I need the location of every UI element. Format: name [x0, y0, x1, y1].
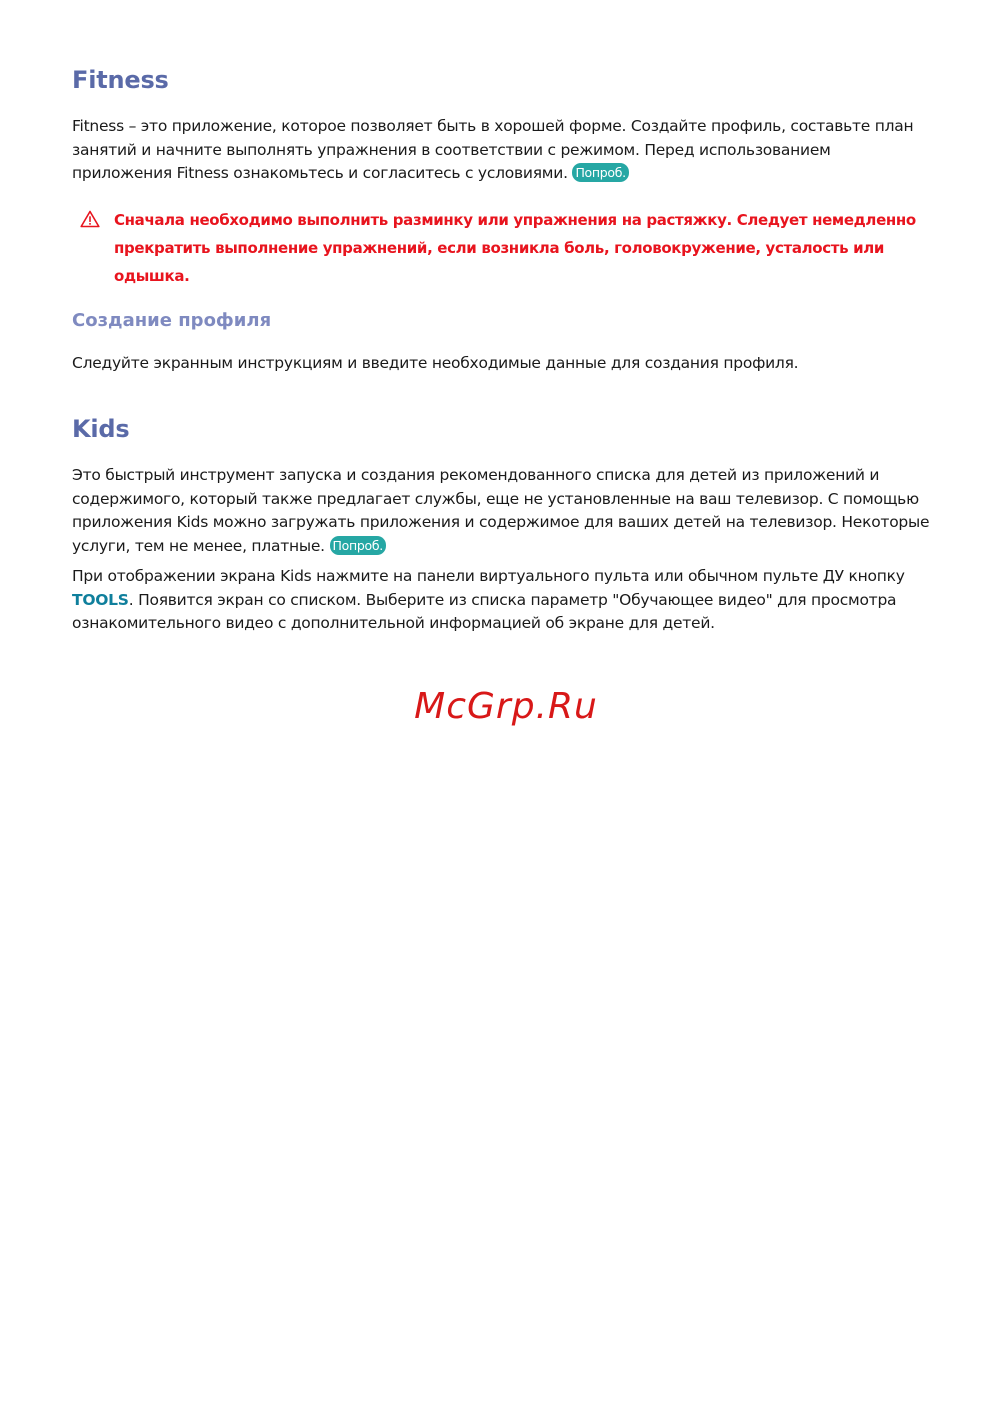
kids-try-button[interactable]: Попроб. — [330, 536, 386, 555]
fitness-description — [72, 115, 932, 186]
tools-keyword: TOOLS — [72, 590, 129, 609]
kids-tools-text-after: . Появится экран со списком. Выберите из списка параметр "Обучающее видео" для просмотра ознакомительного видео с дополнительной информацией об экране для детей. — [72, 590, 897, 632]
fitness-try-button[interactable]: Попроб. — [572, 163, 628, 182]
create-profile-description: Следуйте экранным инструкциям и введите необходимые данные для создания профиля. — [72, 354, 799, 372]
warning-triangle-icon — [80, 210, 100, 228]
kids-description-text: Это быстрый инструмент запуска и создания рекомендованного списка для детей из приложений и содержимого, который также предлагает службы, еще не установленные на ваш телевизор. С помощью приложения Kids можно загружать приложения и содержимое для ваших детей на телевизор. Некоторые услуги, тем не менее, платные. — [72, 466, 930, 555]
kids-tools-text-before: При отображении экрана Kids нажмите на панели виртуального пульта или обычном пульте ДУ кнопку — [72, 567, 905, 585]
watermark-logo: McGrp.Ru — [414, 686, 598, 727]
kids-tools-instructions — [72, 565, 932, 636]
fitness-description-text: Fitness – это приложение, которое позволяет быть в хорошей форме. Создайте профиль, составьте план занятий и начните выполнять упражнения в соответствии с режимом. Перед использованием приложения Fitness ознакомьтесь и согласитесь с условиями. — [72, 117, 914, 182]
kids-heading: Kids — [72, 415, 130, 443]
create-profile-heading: Создание профиля — [72, 310, 272, 331]
fitness-heading: Fitness — [72, 66, 169, 94]
fitness-warning-text: Сначала необходимо выполнить разминку или упражнения на растяжку. Следует немедленно прекратить выполнение упражнений, если возникла боль, головокружение, усталость или одышка. — [114, 211, 916, 285]
kids-description — [72, 464, 932, 558]
